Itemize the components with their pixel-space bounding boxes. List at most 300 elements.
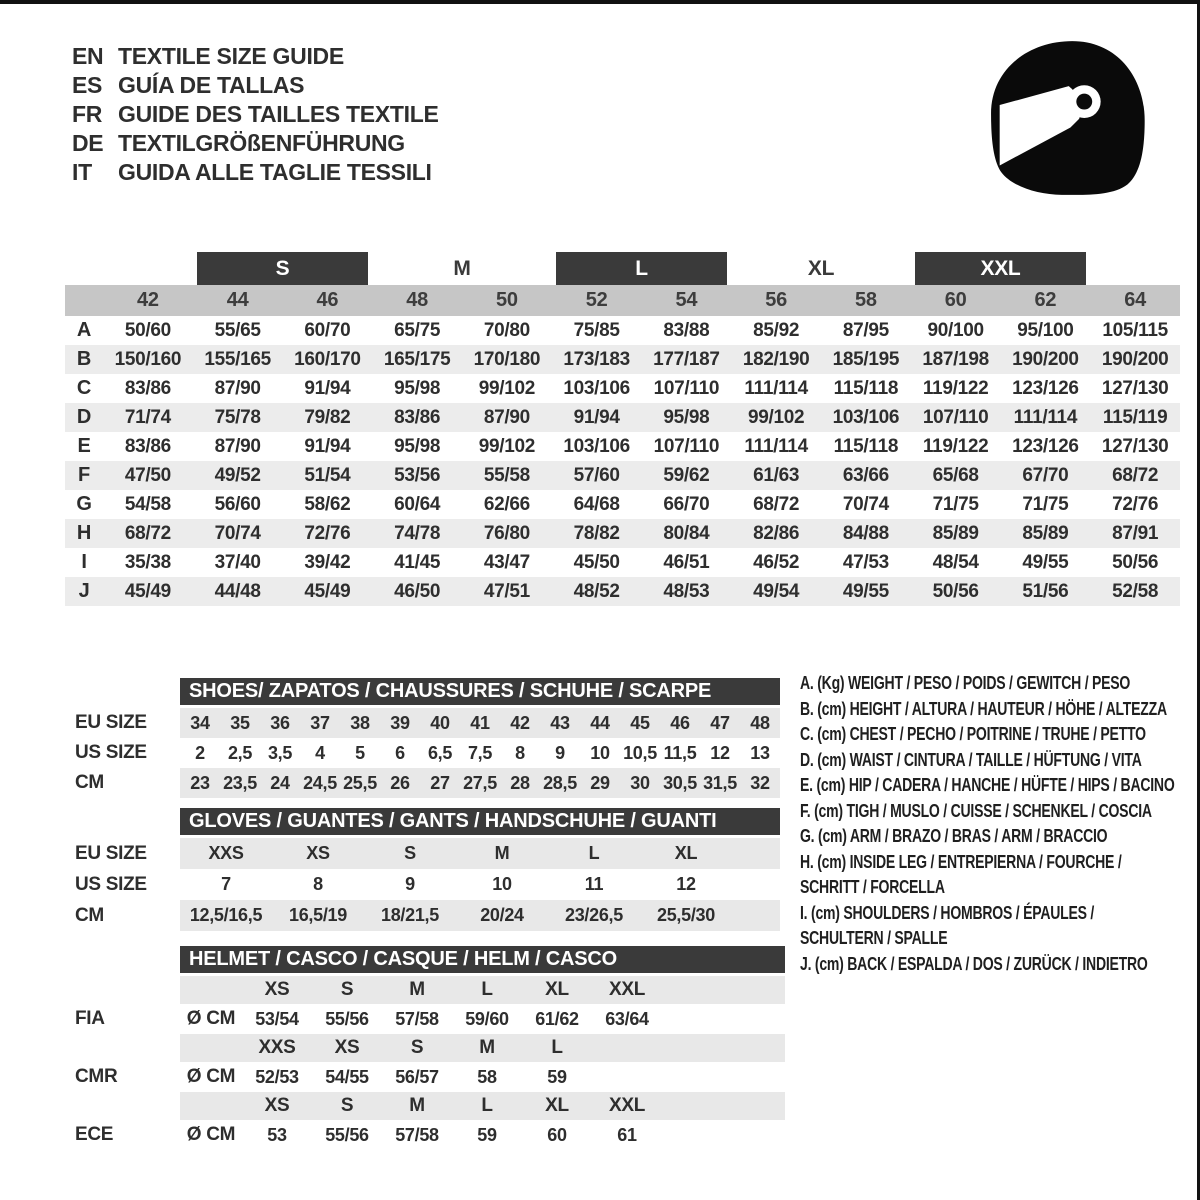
size-value-cell: 87/90: [214, 377, 261, 399]
helmet-size-label: XS: [264, 1095, 290, 1116]
legend-text: F. (cm) TIGH / MUSLO / CUISSE / SCHENKEL / COSCIA: [800, 800, 1152, 821]
size-value-cell: 29: [590, 772, 610, 793]
size-value-cell: 85/92: [753, 319, 800, 341]
size-value-cell: 28: [510, 772, 530, 793]
size-value-cell: 95/98: [394, 435, 441, 457]
size-value-cell: 6,5: [427, 742, 453, 763]
size-value-cell: 177/187: [653, 348, 720, 370]
size-value-cell: 54/55: [325, 1066, 369, 1087]
size-value-cell: 58/62: [304, 493, 351, 515]
helmet-size-label: XL: [545, 1095, 569, 1116]
size-value-cell: 41/45: [394, 551, 441, 573]
size-value-cell: 50/60: [124, 319, 171, 341]
diameter-unit-label: Ø CM: [186, 1124, 236, 1145]
size-value-cell: 10: [492, 874, 512, 894]
measurement-legend: [800, 671, 1194, 977]
legend-text-continued: SCHRITT / FORCELLA: [800, 877, 945, 897]
size-value-cell: 5: [355, 742, 365, 763]
textile-size-number-band: [65, 285, 1180, 316]
size-value-cell: 37/40: [214, 551, 261, 573]
gloves-section-title: GLOVES / GUANTES / GANTS / HANDSCHUHE / GUANTI: [180, 808, 780, 835]
row-label: EU SIZE: [75, 712, 147, 733]
label-spacer: [65, 946, 180, 976]
section-row: [180, 738, 780, 768]
size-value-cell: 53/54: [255, 1008, 299, 1029]
size-value-cell: 56/60: [214, 493, 261, 515]
legend-item: [800, 901, 1194, 952]
size-value-cell: 55/56: [325, 1124, 369, 1145]
size-value-cell: 115/118: [833, 377, 899, 399]
size-value-cell: 50/56: [1112, 551, 1159, 573]
size-value-cell: 47: [710, 712, 730, 733]
size-value-cell: 71/75: [932, 493, 979, 515]
size-value-cell: 12,5/16,5: [189, 905, 263, 925]
size-value-cell: XS: [306, 843, 330, 863]
size-value-cell: 57/58: [395, 1008, 439, 1029]
size-value-cell: 53: [267, 1124, 287, 1145]
size-value-cell: XL: [674, 843, 698, 863]
size-value-cell: 187/198: [922, 348, 989, 370]
size-value-cell: 39/42: [304, 551, 351, 573]
size-value-cell: 72/76: [304, 522, 351, 544]
size-value-cell: 48/53: [663, 580, 710, 602]
size-value-cell: 34: [190, 712, 210, 733]
size-value-cell: 49/52: [214, 464, 261, 486]
size-value-cell: 55/56: [325, 1008, 369, 1029]
legend-item: [800, 850, 1194, 901]
size-value-cell: 68/72: [1112, 464, 1159, 486]
size-value-cell: 150/160: [114, 348, 182, 370]
size-value-cell: 119/122: [922, 377, 989, 399]
size-value-cell: 80/84: [663, 522, 710, 544]
size-value-cell: 49/55: [1022, 551, 1069, 573]
size-value-cell: 75/78: [214, 406, 261, 428]
helmet-size-label: XS: [334, 1037, 360, 1058]
helmet-value-row: [180, 1062, 785, 1092]
size-column-header: 44: [226, 289, 249, 311]
corner-cell: [65, 285, 103, 316]
textile-row-f: [65, 461, 1180, 490]
helmet-size-label: M: [409, 979, 425, 1000]
size-value-cell: 59: [477, 1124, 497, 1145]
size-value-cell: 10: [590, 742, 610, 763]
size-value-cell: 57/58: [395, 1124, 439, 1145]
size-value-cell: 47/53: [842, 551, 889, 573]
language-row: [72, 42, 439, 71]
size-value-cell: 85/89: [932, 522, 979, 544]
size-value-cell: S: [404, 843, 416, 863]
size-value-cell: 27,5: [463, 772, 497, 793]
row-letter: I: [81, 551, 87, 573]
language-code: ES: [72, 72, 103, 98]
size-value-cell: 87/95: [842, 319, 889, 341]
size-value-cell: 40: [430, 712, 450, 733]
diameter-unit-label: Ø CM: [186, 1066, 236, 1087]
helmet-size-label: XS: [264, 979, 290, 1000]
size-value-cell: 72/76: [1112, 493, 1159, 515]
size-value-cell: 68/72: [124, 522, 171, 544]
size-value-cell: L: [588, 843, 600, 863]
size-value-cell: 70/74: [214, 522, 261, 544]
size-value-cell: 62/66: [483, 493, 530, 515]
size-value-cell: 83/88: [663, 319, 710, 341]
size-value-cell: 48: [750, 712, 770, 733]
size-value-cell: 27: [430, 772, 450, 793]
row-letter: F: [78, 464, 90, 486]
size-value-cell: 11,5: [663, 742, 697, 763]
frame-border-top: [0, 0, 1200, 4]
size-value-cell: 55/65: [214, 319, 261, 341]
size-group-xl: XL: [807, 256, 835, 280]
diameter-unit-label: Ø CM: [186, 1008, 236, 1029]
textile-row-c: [65, 374, 1180, 403]
size-value-cell: 103/106: [832, 406, 900, 428]
size-value-cell: 49/55: [842, 580, 889, 602]
size-value-cell: 170/180: [473, 348, 541, 370]
size-value-cell: 60/64: [394, 493, 441, 515]
textile-row-a: [65, 316, 1180, 345]
size-column-header: 56: [765, 289, 787, 311]
size-value-cell: 49/54: [753, 580, 800, 602]
size-value-cell: 87/90: [214, 435, 261, 457]
size-value-cell: 30,5: [663, 772, 697, 793]
row-letter: G: [76, 493, 92, 515]
size-value-cell: 46: [670, 712, 690, 733]
textile-measure-rows: [65, 316, 1180, 606]
size-value-cell: 2,5: [227, 742, 253, 763]
standard-label-fia: FIA: [75, 1008, 105, 1029]
helmet-section-title: HELMET / CASCO / CASQUE / HELM / CASCO: [180, 946, 785, 973]
size-column-header: 46: [316, 289, 339, 311]
gloves-table-body: [180, 808, 780, 931]
size-value-cell: 83/86: [124, 435, 171, 457]
size-value-cell: 84/88: [842, 522, 889, 544]
size-value-cell: 12: [676, 874, 696, 894]
size-value-cell: 48/52: [573, 580, 620, 602]
size-value-cell: 48/54: [932, 551, 979, 573]
size-value-cell: 90/100: [927, 319, 984, 341]
size-value-cell: 64/68: [573, 493, 620, 515]
size-value-cell: 18/21,5: [381, 905, 439, 925]
size-value-cell: 182/190: [742, 348, 810, 370]
textile-row-e: [65, 432, 1180, 461]
size-column-header: 42: [137, 289, 159, 311]
size-value-cell: 46/52: [753, 551, 800, 573]
language-title: GUIDA ALLE TAGLIE TESSILI: [118, 159, 432, 185]
size-value-cell: 85/89: [1022, 522, 1069, 544]
section-row: [180, 838, 780, 869]
size-column-header: 60: [944, 289, 967, 311]
size-value-cell: 75/85: [573, 319, 620, 341]
size-value-cell: 53/56: [394, 464, 441, 486]
size-value-cell: 47/51: [483, 580, 530, 602]
size-value-cell: 46/50: [394, 580, 441, 602]
size-value-cell: 9: [405, 874, 415, 894]
size-value-cell: 54/58: [124, 493, 171, 515]
size-value-cell: 52/58: [1112, 580, 1159, 602]
size-value-cell: 103/106: [563, 435, 630, 457]
size-value-cell: 42: [510, 712, 530, 733]
standard-label-ece: ECE: [75, 1124, 114, 1145]
language-title: TEXTILGRÖßENFÜHRUNG: [118, 130, 405, 156]
row-label: US SIZE: [75, 873, 147, 895]
legend-item: [800, 671, 1194, 697]
language-title: TEXTILE SIZE GUIDE: [118, 43, 344, 69]
helmet-value-row: [180, 1004, 785, 1034]
size-value-cell: 115/118: [833, 435, 899, 457]
size-value-cell: 103/106: [563, 377, 630, 399]
label-spacer: [65, 1092, 180, 1120]
size-value-cell: 99/102: [478, 435, 536, 457]
size-value-cell: 107/110: [922, 406, 989, 428]
size-value-cell: 43: [550, 712, 570, 733]
size-value-cell: 56/57: [395, 1066, 439, 1087]
size-value-cell: 76/80: [483, 522, 530, 544]
textile-row-j: [65, 577, 1180, 606]
size-value-cell: 8: [313, 874, 323, 894]
size-value-cell: 13: [750, 742, 770, 763]
size-value-cell: 190/200: [1012, 348, 1079, 370]
label-spacer: [65, 678, 180, 708]
size-value-cell: 83/86: [394, 406, 441, 428]
size-value-cell: 111/114: [744, 435, 808, 457]
legend-text: D. (cm) WAIST / CINTURA / TAILLE / HÜFTUNG / VITA: [800, 749, 1142, 770]
size-value-cell: 41: [470, 712, 490, 733]
legend-text: A. (Kg) WEIGHT / PESO / POIDS / GEWITCH / PESO: [800, 673, 1131, 693]
size-value-cell: 51/54: [304, 464, 351, 486]
size-value-cell: 173/183: [563, 348, 630, 370]
size-value-cell: 59: [547, 1066, 567, 1087]
size-value-cell: 23: [190, 772, 210, 793]
size-value-cell: 60: [547, 1124, 567, 1145]
row-letter: B: [76, 348, 92, 370]
size-value-cell: 39: [390, 712, 410, 733]
size-column-header: 62: [1034, 289, 1057, 311]
size-value-cell: 123/126: [1012, 435, 1079, 457]
size-value-cell: 61: [617, 1124, 637, 1145]
legend-text: C. (cm) CHEST / PECHO / POITRINE / TRUHE / PETTO: [800, 724, 1146, 744]
size-value-cell: 66/70: [663, 493, 710, 515]
gloves-size-table: [65, 808, 780, 931]
size-value-cell: 87/91: [1112, 522, 1159, 544]
size-value-cell: 30: [630, 772, 650, 793]
section-row: [180, 768, 780, 798]
size-value-cell: 24: [270, 772, 290, 793]
size-value-cell: 79/82: [304, 406, 351, 428]
legend-text: H. (cm) INSIDE LEG / ENTREPIERNA / FOURCHE /: [800, 851, 1122, 872]
size-value-cell: 35/38: [124, 551, 171, 573]
size-value-cell: 65/75: [394, 319, 441, 341]
row-letter: J: [78, 580, 90, 602]
legend-item: [800, 748, 1194, 774]
section-row: [180, 708, 780, 738]
textile-row-d: [65, 403, 1180, 432]
language-row: [72, 100, 439, 129]
size-value-cell: 51/56: [1022, 580, 1069, 602]
helmet-size-label: M: [409, 1095, 425, 1116]
size-value-cell: 32: [750, 772, 770, 793]
label-spacer: [65, 1034, 180, 1062]
helmet-size-bar: [180, 1034, 785, 1062]
row-letter: D: [76, 406, 92, 428]
helmet-size-table: [65, 946, 785, 1150]
size-value-cell: 36: [270, 712, 290, 733]
gloves-row-labels: [65, 808, 180, 931]
helmet-size-label: L: [481, 1095, 493, 1116]
size-value-cell: 111/114: [744, 377, 808, 399]
size-value-cell: 95/98: [394, 377, 441, 399]
size-value-cell: 35: [230, 712, 250, 733]
size-value-cell: 31,5: [703, 772, 737, 793]
textile-row-b: [65, 345, 1180, 374]
size-value-cell: 68/72: [753, 493, 800, 515]
size-column-header: 54: [675, 289, 698, 311]
legend-item: [800, 773, 1194, 799]
legend-text: J. (cm) BACK / ESPALDA / DOS / ZURÜCK / INDIETRO: [800, 953, 1148, 974]
size-column-header: 52: [585, 289, 608, 311]
language-code: FR: [72, 101, 103, 127]
size-value-cell: 123/126: [1012, 377, 1079, 399]
language-title: GUÍA DE TALLAS: [118, 72, 305, 98]
helmet-size-label: XXL: [608, 979, 646, 1000]
size-group-s: S: [197, 252, 369, 285]
size-value-cell: 38: [350, 712, 370, 733]
size-value-cell: M: [494, 843, 510, 863]
label-spacer: [65, 808, 180, 838]
size-value-cell: 70/80: [483, 319, 530, 341]
size-value-cell: 91/94: [573, 406, 620, 428]
size-value-cell: 10,5: [623, 742, 657, 763]
size-value-cell: 91/94: [304, 377, 351, 399]
size-value-cell: 55/58: [483, 464, 530, 486]
size-column-header: 58: [855, 289, 877, 311]
shoes-row-labels: [65, 678, 180, 798]
language-code: DE: [72, 130, 104, 156]
helmet-size-label: L: [551, 1037, 563, 1058]
size-value-cell: 107/110: [653, 377, 720, 399]
size-value-cell: 70/74: [842, 493, 889, 515]
size-value-cell: 127/130: [1101, 435, 1169, 457]
helmet-value-row: [180, 1120, 785, 1150]
size-value-cell: 160/170: [294, 348, 361, 370]
size-value-cell: 9: [555, 742, 565, 763]
row-label: CM: [75, 904, 104, 926]
language-code: IT: [72, 159, 92, 185]
legend-item: [800, 799, 1194, 825]
size-value-cell: 11: [584, 874, 604, 894]
size-value-cell: 95/100: [1017, 319, 1074, 341]
size-value-cell: 185/195: [832, 348, 900, 370]
size-value-cell: 20/24: [480, 905, 524, 925]
size-value-cell: 2: [195, 742, 205, 763]
size-value-cell: 83/86: [124, 377, 171, 399]
size-value-cell: 82/86: [753, 522, 800, 544]
shoes-table-body: [180, 678, 780, 798]
size-column-header: 48: [406, 289, 428, 311]
size-value-cell: 63/66: [842, 464, 889, 486]
size-value-cell: 190/200: [1101, 348, 1169, 370]
size-value-cell: 25,5/30: [657, 905, 715, 925]
size-group-m: M: [453, 256, 471, 280]
helmet-size-label: XXS: [258, 1037, 296, 1058]
language-row: [72, 129, 439, 158]
size-value-cell: 61/63: [753, 464, 800, 486]
language-title: GUIDE DES TAILLES TEXTILE: [118, 101, 439, 127]
language-row: [72, 158, 439, 187]
size-value-cell: 99/102: [747, 406, 805, 428]
size-value-cell: 44/48: [214, 580, 261, 602]
helmet-size-label: M: [479, 1037, 495, 1058]
legend-item: [800, 824, 1194, 850]
size-value-cell: 78/82: [573, 522, 620, 544]
row-letter: H: [76, 522, 92, 544]
size-group-l: L: [556, 252, 728, 285]
legend-item: [800, 697, 1194, 723]
size-value-cell: 50/56: [932, 580, 979, 602]
size-value-cell: 45/49: [304, 580, 351, 602]
size-value-cell: 45: [630, 712, 650, 733]
size-value-cell: 24,5: [303, 772, 337, 793]
helmet-size-label: S: [340, 1095, 354, 1116]
size-value-cell: 3,5: [267, 742, 293, 763]
size-value-cell: 4: [315, 742, 325, 763]
size-value-cell: 59/62: [663, 464, 710, 486]
legend-text: I. (cm) SHOULDERS / HOMBROS / ÉPAULES /: [800, 902, 1095, 923]
legend-text: E. (cm) HIP / CADERA / HANCHE / HÜFTE / HIPS / BACINO: [800, 775, 1175, 795]
size-value-cell: 37: [310, 712, 330, 733]
row-label: US SIZE: [75, 742, 147, 763]
shoes-size-table: [65, 678, 780, 798]
size-value-cell: 87/90: [483, 406, 530, 428]
helmet-size-bar: [180, 976, 785, 1004]
size-value-cell: 23/26,5: [565, 905, 623, 925]
row-letter: A: [76, 319, 92, 341]
size-value-cell: 12: [710, 742, 730, 763]
size-value-cell: 46/51: [663, 551, 710, 573]
size-value-cell: 23,5: [223, 772, 257, 793]
size-value-cell: 155/165: [204, 348, 271, 370]
size-value-cell: 16,5/19: [289, 905, 347, 925]
legend-item: [800, 722, 1194, 748]
textile-size-group-header: [65, 252, 1180, 285]
size-group-xxl: XXL: [915, 252, 1087, 285]
textile-row-i: [65, 548, 1180, 577]
row-letter: C: [76, 377, 92, 399]
size-value-cell: 58: [477, 1066, 497, 1087]
size-value-cell: 74/78: [394, 522, 441, 544]
section-row: [180, 900, 780, 931]
legend-text-continued: SCHULTERN / SPALLE: [800, 928, 948, 948]
helmet-size-label: L: [481, 979, 493, 1000]
textile-row-h: [65, 519, 1180, 548]
size-value-cell: 107/110: [653, 435, 720, 457]
size-value-cell: 57/60: [573, 464, 620, 486]
language-title-list: [72, 42, 439, 187]
helmet-standard-labels: [65, 946, 180, 1150]
standard-label-cmr: CMR: [75, 1066, 118, 1087]
size-value-cell: 95/98: [663, 406, 710, 428]
size-value-cell: 119/122: [922, 435, 989, 457]
size-value-cell: 67/70: [1022, 464, 1069, 486]
size-value-cell: 165/175: [383, 348, 451, 370]
size-value-cell: 59/60: [465, 1008, 509, 1029]
size-value-cell: 60/70: [304, 319, 351, 341]
size-value-cell: 71/74: [124, 406, 171, 428]
helmet-size-label: S: [410, 1037, 424, 1058]
size-value-cell: 127/130: [1101, 377, 1169, 399]
row-label: EU SIZE: [75, 842, 147, 864]
size-value-cell: 47/50: [124, 464, 171, 486]
